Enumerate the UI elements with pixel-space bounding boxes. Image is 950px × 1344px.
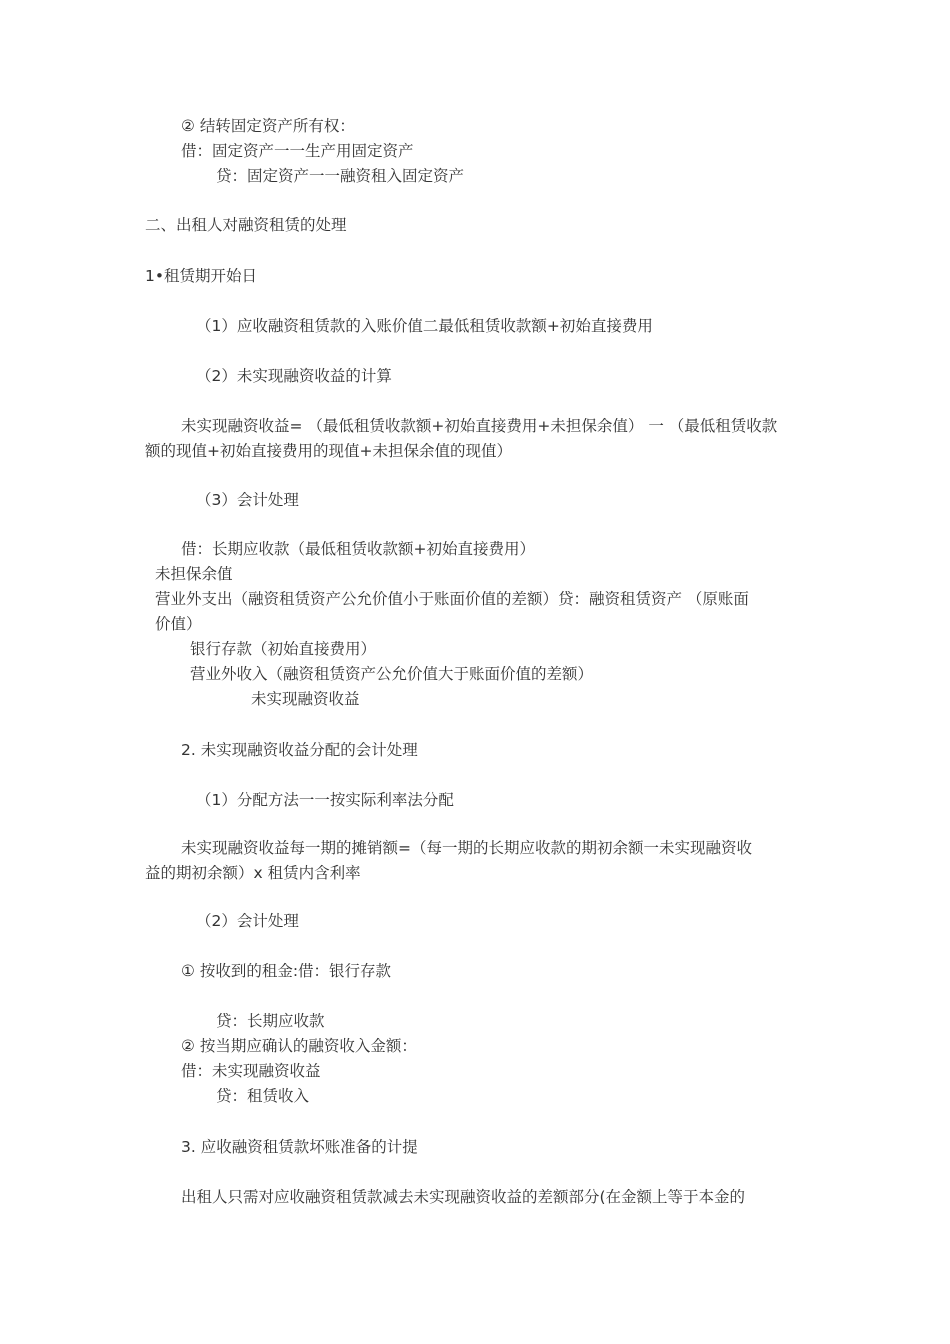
text-line: 未实现融资收益每一期的摊销额=（每一期的长期应收款的期初余额一未实现融资收 xyxy=(181,839,752,857)
text-line: （1）分配方法一一按实际利率法分配 xyxy=(196,791,454,809)
text-line: 贷：长期应收款 xyxy=(216,1012,325,1030)
text-line: 营业外支出（融资租赁资产公允价值小于账面价值的差额）贷：融资租赁资产 （原账面 xyxy=(155,590,749,608)
text-line: 3. 应收融资租赁款坏账准备的计提 xyxy=(181,1138,418,1156)
text-line: 借：未实现融资收益 xyxy=(181,1062,321,1080)
text-line: 出租人只需对应收融资租赁款减去未实现融资收益的差额部分(在金额上等于本金的 xyxy=(181,1188,746,1206)
text-line: 益的期初余额）x 租赁内含利率 xyxy=(145,864,361,882)
text-line: 未实现融资收益 xyxy=(251,690,360,708)
text-line: 借：固定资产一一生产用固定资产 xyxy=(181,142,414,160)
text-line: 营业外收入（融资租赁资产公允价值大于账面价值的差额） xyxy=(190,665,594,683)
text-line: （2）未实现融资收益的计算 xyxy=(196,367,392,385)
text-line: ① 按收到的租金:借：银行存款 xyxy=(181,962,392,980)
text-line: 价值） xyxy=(155,615,202,633)
text-line: 银行存款（初始直接费用） xyxy=(190,640,377,658)
text-line: 贷：租赁收入 xyxy=(216,1087,310,1105)
text-line: 借：长期应收款（最低租赁收款额+初始直接费用） xyxy=(181,540,535,558)
text-line: 额的现值+初始直接费用的现值+未担保余值的现值） xyxy=(145,442,512,460)
text-line: 贷：固定资产一一融资租入固定资产 xyxy=(216,167,465,185)
text-line: 1•租赁期开始日 xyxy=(145,267,258,285)
text-line: （3）会计处理 xyxy=(196,491,299,509)
text-line: 未实现融资收益= （最低租赁收款额+初始直接费用+未担保余值） 一 （最低租赁收款 xyxy=(181,417,778,435)
text-line: 二、出租人对融资租赁的处理 xyxy=(145,216,347,234)
text-line: （1）应收融资租赁款的入账价值二最低租赁收款额+初始直接费用 xyxy=(196,317,653,335)
text-line: 未担保余值 xyxy=(155,565,233,583)
text-line: ② 按当期应确认的融资收入金额： xyxy=(181,1037,417,1055)
text-line: （2）会计处理 xyxy=(196,912,299,930)
text-line: 2. 未实现融资收益分配的会计处理 xyxy=(181,741,418,759)
text-line: ② 结转固定资产所有权： xyxy=(181,117,355,135)
